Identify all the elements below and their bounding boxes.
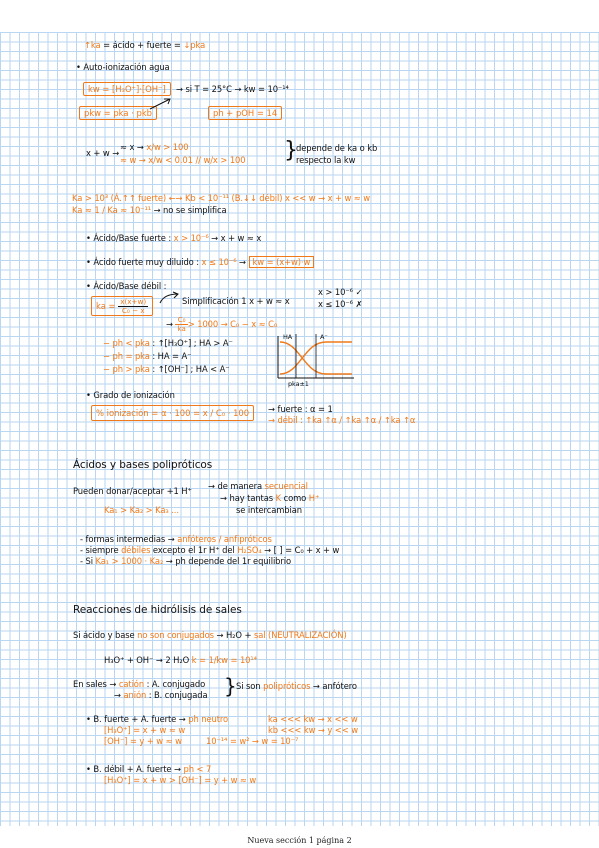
h2so4-word: H₂SO₄ <box>237 545 262 555</box>
weak-word: débiles <box>121 545 151 555</box>
anion-word: anión <box>123 690 147 700</box>
amphoteric-result: → anfótero <box>310 681 357 691</box>
intermediate-text: - formas intermedias → <box>80 534 178 544</box>
ph-gt-pka: − ph > pka : ↑[OH⁻] ; HA < A⁻ <box>103 364 230 374</box>
strong-strong-line <box>86 714 228 724</box>
cond-true: x > 10⁻⁶ ✓ <box>318 287 363 297</box>
ionization-heading: • Grado de ionización <box>86 390 175 400</box>
water-eq: H₃O⁺ + OH⁻ → 2 H₂O <box>104 655 190 665</box>
x-approx: → x + w ≈ x <box>208 233 262 243</box>
ionization-box: % ionización = α · 100 = x / C₀ · 100 <box>91 405 254 421</box>
kw-rest: → si T = 25°C → kw = 10⁻¹⁴ <box>176 84 289 94</box>
ph-eq-pka: − ph = pka : HA = A⁻ <box>103 351 192 361</box>
not-conjugated: no son conjugados <box>137 630 214 640</box>
strong-strong: • B. fuerte + A. fuerte → <box>86 714 189 724</box>
sequential-word: secuencial <box>264 481 308 491</box>
brace-icon: } <box>284 138 298 163</box>
sal-word: sal <box>253 630 266 640</box>
si-son: Si son <box>236 681 264 691</box>
neutralization-line <box>73 630 347 640</box>
intermediate-line <box>80 534 272 544</box>
si-acido: Si ácido y base <box>73 630 138 640</box>
approx-x: ≈ x → <box>120 142 147 152</box>
pkw-box: pkw = pka · pkb <box>79 106 157 120</box>
except-text: excepto el 1r H⁺ del <box>150 545 238 555</box>
weak-strong-line <box>86 764 211 774</box>
kw-value-text <box>176 84 289 94</box>
ka-den2: ka <box>177 324 186 333</box>
amphoteric-word: anfóteros / anfipróticos <box>177 534 272 544</box>
depends-text: depende de ka o kb <box>296 143 378 153</box>
ka-fraction <box>118 298 148 315</box>
strong-acid-line <box>86 233 261 243</box>
ka-kw-cond: ka <<< kw → x << w <box>268 714 358 724</box>
ka-up: ↑ka <box>84 40 101 50</box>
k-count-line <box>220 493 319 503</box>
kw-box: kw = [H₃O⁺]·[OH⁻] <box>83 82 171 96</box>
x-le: x ≤ 10⁻⁶ <box>201 257 237 267</box>
strong-label: • Ácido/Base fuerte : <box>86 233 174 243</box>
kw-diluted-box: kw = (x+w)·w <box>249 256 315 268</box>
plot-a-label: A⁻ <box>320 333 328 341</box>
cation-word: catión <box>118 679 145 689</box>
c0-num: C₀ <box>175 316 187 325</box>
conc-text: → [ ] = C₀ + x + w <box>261 545 340 555</box>
water-plus: → H₂O + <box>213 630 254 640</box>
salts-cation-line <box>73 679 205 689</box>
ka-strength-line <box>84 40 205 50</box>
diluted-acid-line <box>86 257 314 267</box>
arrow-up-right-icon <box>150 98 172 110</box>
no-simplify: → no se simplifica <box>151 205 227 215</box>
ionization-strong: → fuerte : α = 1 <box>268 404 333 414</box>
ionization-weak: → débil : ↑ka ↑α / ↑ka ↑α / ↑ka ↑α <box>268 415 416 425</box>
anion-arrow: → <box>114 690 124 700</box>
ph-poh-box: ph + pOH = 14 <box>208 106 282 120</box>
x-gt: x > 10⁻⁶ <box>173 233 209 243</box>
ratio-100: x/w > 100 <box>146 142 189 152</box>
ka-lhs: ka = <box>96 301 116 311</box>
ka-approx-line <box>72 205 227 215</box>
w-value: 10⁻¹⁴ = w² → w = 10⁻⁷ <box>206 736 299 746</box>
manner-text: → de manera <box>208 481 265 491</box>
page-footer: Nueva sección 1 página 2 <box>247 836 352 845</box>
ka-strong-line: Ka > 10³ (Á.↑↑ fuerte) ←→ Kb < 10⁻¹¹ (B.↓↓ débil) x << w → x + w ≈ w <box>72 193 371 203</box>
ka-one: Ka ≈ 1 / Ka ≈ 10⁻¹¹ <box>72 205 152 215</box>
plot-x-label: pka±1 <box>288 380 309 388</box>
salts-anion-line <box>114 690 207 700</box>
ph-depends: → ph depende del 1r equilibrio <box>163 556 291 566</box>
xw-case-x <box>120 142 188 152</box>
hay-tantas: → hay tantas <box>220 493 276 503</box>
ka-fraction-box <box>91 296 153 316</box>
respect-text: respecto la kw <box>296 155 356 165</box>
h-word: H⁺ <box>308 493 320 503</box>
k-value: k = 1/kw = 10¹⁴ <box>189 655 257 665</box>
c0-rest: > 1000 → C₀ − x ≈ C₀ <box>187 319 278 329</box>
xw-label: x + w → <box>86 148 120 158</box>
acid-strong-text: = ácido + fuerte = <box>100 40 184 50</box>
ka-den: C₀ − x <box>121 306 145 315</box>
kb-kw-cond: kb <<< kw → y << w <box>268 725 358 735</box>
sequential-line <box>208 481 308 491</box>
always-weak-line <box>80 545 339 555</box>
arrow-text: → <box>236 257 249 267</box>
c0-ka-line: → $\frac{\text{C₀}}{ka}$ > 1000 → C₀ − x ≈ C₀ <box>166 315 278 333</box>
exchange-line: se intercambian <box>236 505 302 515</box>
ka1-cond: Ka₁ > 1000 · Ka₂ <box>95 556 164 566</box>
ph-lt-7: ph < 7 <box>183 764 212 774</box>
en-sales: En sales → <box>73 679 119 689</box>
oh-cond: [OH⁻] = y + w ≈ w <box>104 736 182 746</box>
water-reaction-line <box>104 655 257 665</box>
si-text: - Si <box>80 556 96 566</box>
diluted-label: • Ácido fuerte muy diluido : <box>86 257 202 267</box>
weak-strong: • B. débil + A. fuerte → <box>86 764 184 774</box>
ph-lt-pka: − ph < pka : ↑[H₃O⁺] ; HA > A⁻ <box>103 338 233 348</box>
ka1-line <box>80 556 291 566</box>
xw-case-w <box>120 155 246 165</box>
species-plot <box>268 334 358 386</box>
h3o-gt-oh: [H₃O⁺] = x + w > [OH⁻] = y + w ≈ w <box>104 775 257 785</box>
always-text: - siempre <box>80 545 122 555</box>
c0-ka-fraction <box>175 316 187 333</box>
pka-down: ↓pka <box>183 40 206 50</box>
brace-icon-2: } <box>224 674 237 698</box>
arrow-up-icon <box>160 292 180 304</box>
donate-text: Pueden donar/aceptar +1 H⁺ <box>73 486 192 496</box>
como-word: como <box>281 493 309 503</box>
base-conjugate: : B. conjugada <box>146 690 208 700</box>
ka-num: x(x+w) <box>120 297 147 306</box>
k-word: K <box>275 493 282 503</box>
ph-neutral: ph neutro <box>188 714 229 724</box>
polyprotic-amphoteric <box>236 681 357 691</box>
autoionization-heading: • Auto-ionización agua <box>76 62 170 72</box>
neutralization-word: (NEUTRALIZACIÓN) <box>265 630 347 640</box>
weak-acid-heading: • Ácido/Base débil : <box>86 281 167 291</box>
h3o-cond: [H₃O⁺] = x + w ≈ w <box>104 725 186 735</box>
approx-w: ≈ w → x/w < 0.01 // w/x > 100 <box>120 155 246 165</box>
simplification-1: Simplificación 1 x + w ≈ x <box>182 296 290 306</box>
plot-ha-label: HA <box>283 333 293 341</box>
polyprotic-heading: Ácidos y bases polipróticos <box>73 459 213 471</box>
ka-order: Ka₁ > Ka₂ > Ka₃ ... <box>104 505 179 515</box>
cond-false: x ≤ 10⁻⁶ ✗ <box>318 299 363 309</box>
acid-conjugate: : A. conjugado <box>144 679 206 689</box>
hydrolysis-heading: Reacciones de hidrólisis de sales <box>73 604 242 616</box>
donate-accept-line <box>73 486 192 496</box>
polyprotic-word: polipróticos <box>263 681 311 691</box>
